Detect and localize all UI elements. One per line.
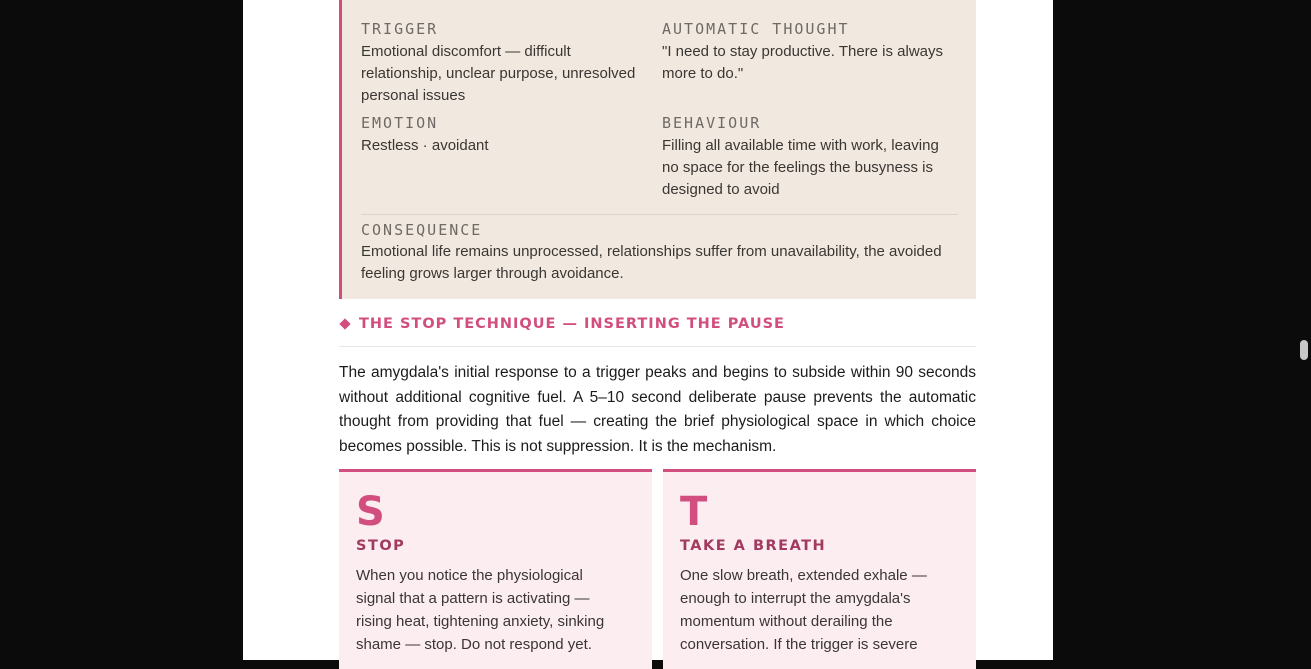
document-page <box>243 0 1053 660</box>
scrollbar-track[interactable] <box>1296 0 1311 660</box>
trigger-value: Emotional discomfort — difficult relationship, unclear purpose, unresolved personal issues <box>361 43 636 104</box>
step-letter: T <box>680 489 708 535</box>
section-heading <box>339 316 976 347</box>
pattern-card <box>339 0 976 299</box>
step-card-take-a-breath <box>663 469 976 669</box>
step-letter: S <box>356 489 385 535</box>
card-divider <box>361 214 958 215</box>
scrollbar-thumb[interactable] <box>1300 340 1308 360</box>
behaviour-value: Filling all available time with work, leaving no space for the feelings the busyness is designed to avoid <box>662 137 939 198</box>
pattern-title <box>361 0 612 1</box>
trigger-label: TRIGGER <box>361 20 439 38</box>
emotion-value: Restless · avoidant <box>361 137 489 154</box>
diamond-icon <box>339 318 350 329</box>
step-description: One slow breath, extended exhale — enough to interrupt the amygdala's momentum without derailing the conversation. If the trigger is severe <box>680 567 927 653</box>
step-name: TAKE A BREATH <box>680 538 827 554</box>
step-description: When you notice the physiological signal that a pattern is activating — rising heat, tightening anxiety, sinking shame — stop. Do not respond yet. <box>356 567 605 653</box>
step-card-stop <box>339 469 652 669</box>
section-body: The amygdala's initial response to a trigger peaks and begins to subside within 90 seconds without additional cognitive fuel. A 5–10 second deliberate pause prevents the automatic thought from providing that fuel — creating the brief physiological space in which choice becomes possible. This is not suppression. It is the mechanism. <box>339 364 976 455</box>
step-name: STOP <box>356 538 406 554</box>
emotion-label: EMOTION <box>361 114 439 132</box>
consequence-value: Emotional life remains unprocessed, relationships suffer from unavailability, the avoided feeling grows larger through avoidance. <box>361 243 942 282</box>
consequence-label: CONSEQUENCE <box>361 221 483 239</box>
thought-label: AUTOMATIC THOUGHT <box>662 20 850 38</box>
section-title: THE STOP TECHNIQUE — INSERTING THE PAUSE <box>359 316 785 332</box>
behaviour-label: BEHAVIOUR <box>662 114 762 132</box>
thought-value: "I need to stay productive. There is always more to do." <box>662 43 944 82</box>
